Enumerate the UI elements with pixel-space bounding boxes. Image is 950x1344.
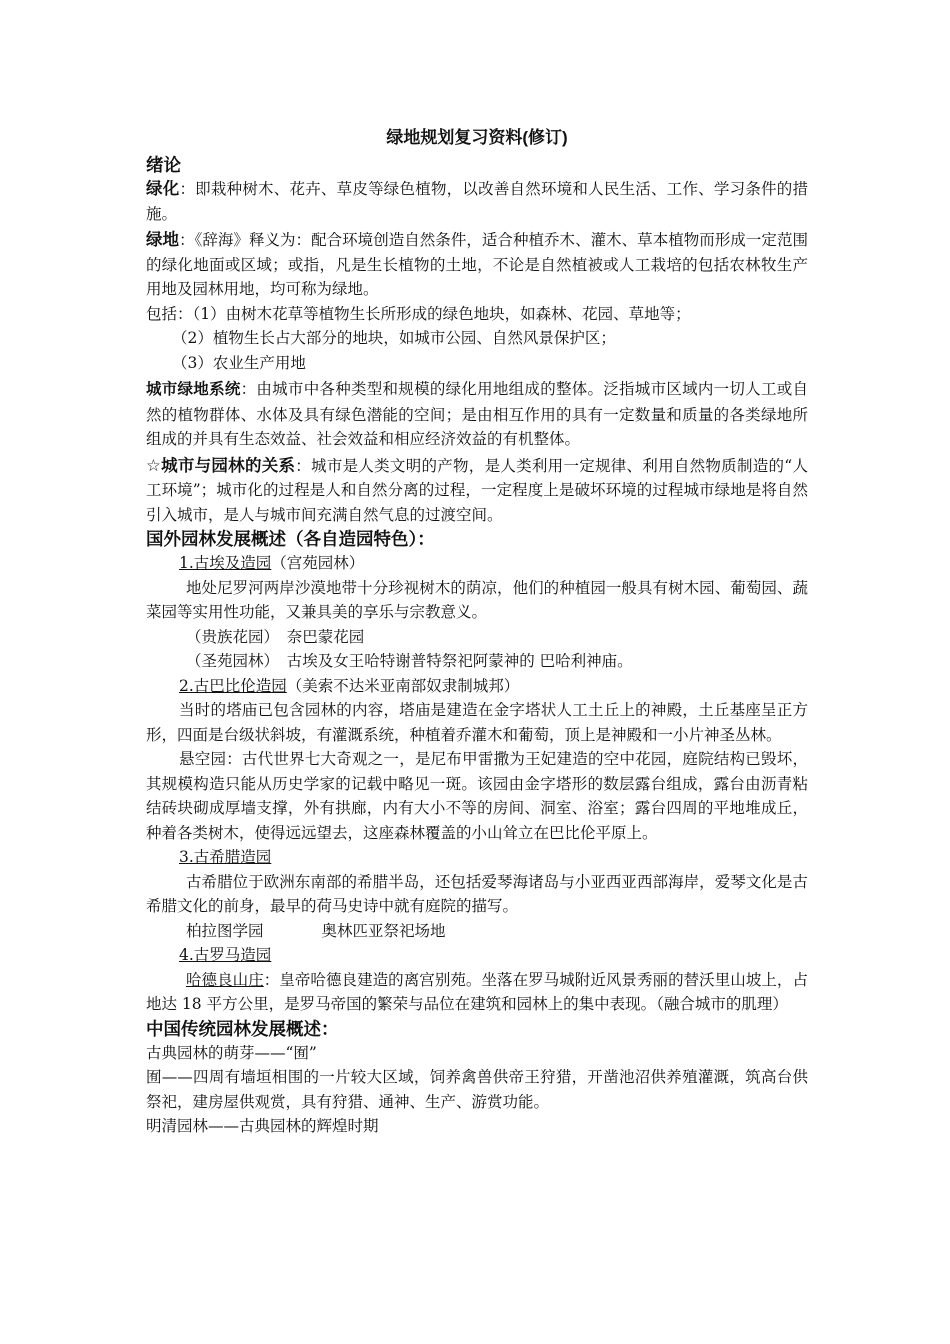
subheading-babylon [146,674,808,699]
rome-text: ：皇帝哈德良建造的离宫别苑。坐落在罗马城附近风景秀丽的替沃里山坡上，占地达 18 平方公里，是罗马帝国的繁荣与品位在建筑和园林上的集中表现。（融合城市的肌理） [146,970,808,1013]
definition-lvhua: 即栽种树木、花卉、草皮等绿色植物，以改善自然环境和人民生活、工作、学习条件的措施。 [146,180,808,223]
include-item-3: （3）农业生产用地 [172,353,306,372]
subheading-rome [146,943,808,968]
term-separator: ： [295,456,312,475]
term-green-system: 城市绿地系统 [146,381,241,398]
greece-title: 3.古希腊造园 [179,848,272,866]
greece-examples [146,919,808,944]
egypt-note: （宫苑园林） [271,554,365,572]
paragraph-babylon-temple: 当时的塔庙已包含园林的内容，塔庙是建造在金字塔状人工土丘上的神殿，土丘基座呈正方形，四面是台级状斜坡，有灌溉系统，种植着乔灌木和葡萄，顶上是神殿和一小片神圣丛林。 [146,701,808,744]
definition-city-garden-relation: 城市是人类文明的产物，是人类利用一定规律、利用自然物质制造的“人工环境”；城市化的过程是人和自然分离的过程，一定程度上是破坏环境的过程城市绿地是将自然引入城市，是人与城市间充满自然气息的过渡空间。 [146,456,808,524]
paragraph-green-system [146,377,808,452]
paragraph-rome [146,968,808,1017]
paragraph-city-garden-relation [146,454,808,528]
term-city-garden-relation: ☆城市与园林的关系 [146,456,296,475]
term-separator: ： [240,380,257,398]
heading-foreign-gardens: 国外园林发展概述（各自造园特色）： [146,529,435,549]
rome-title: 4.古罗马造园 [179,946,272,964]
egypt-title: 1.古埃及造园 [179,554,272,572]
include-item-1: 包括：（1）由树木花草等植物生长所形成的绿色地块，如森林、花园、草地等； [146,304,691,323]
egypt-sacred-garden: （圣苑园林） 古埃及女王哈特谢普特祭祀阿蒙神的 巴哈利神庙。 [186,652,633,670]
term-lvhua: 绿化 [146,180,180,198]
china-line-2: 囿——四周有墙垣相围的一片较大区域，饲养禽兽供帝王狩猎，开凿池沼供养殖灌溉，筑高台供祭祀，建房屋供观赏，具有狩猎、通神、生产、游赏功能。 [146,1068,808,1111]
document-body [146,126,808,1139]
include-item-2: （2）植物生长占大部分的地块，如城市公园、自然风景保护区； [172,329,616,347]
paragraph-egypt: 地处尼罗河两岸沙漠地带十分珍视树木的荫凉，他们的种植园一般具有树木园、葡萄园、蔬菜园等实用性功能，又兼具美的享乐与宗教意义。 [146,578,808,621]
greece-example-1: 柏拉图学园 [186,921,264,940]
egypt-noble-garden: （贵族花园） 奈巴蒙花园 [186,627,365,646]
babylon-title: 2.古巴比伦造园 [179,676,287,695]
definition-green-system: 由城市中各种类型和规模的绿化用地组成的整体。泛指城市区域内一切人工或自然的植物群体、水体及具有绿色潜能的空间；是由相互作用的具有一定数量和质量的各类绿地所组成的并具有生态效益、社会效益和相应经济效益的有机整体。 [146,380,808,448]
term-separator: ： [179,180,196,198]
heading-chinese-gardens: 中国传统园林发展概述： [146,1018,339,1039]
babylon-note: （美索不达米亚南部奴隶制城邦） [286,676,520,695]
greece-example-2: 奥林匹亚祭祀场地 [321,921,446,940]
subheading-egypt [146,551,808,576]
china-line-3: 明清园林——古典园林的辉煌时期 [146,1117,379,1135]
paragraph-lvdi [146,228,808,302]
paragraph-hanging-garden: 悬空园：古代世界七大奇观之一，是尼布甲雷撒为王妃建造的空中花园，庭院结构已毁坏，其规模构造只能从历史学家的记载中略见一斑。该园由金字塔形的数层露台组成，露台由沥青粘结砖块砌成厚墙支撑，外有拱廊，内有大小不等的房间、洞室、浴室；露台四周的平地堆成丘，种着各类树木，使得远远望去，这座森林覆盖的小山耸立在巴比伦平原上。 [146,750,808,842]
term-lvdi: 绿地 [146,231,180,249]
paragraph-lvhua [146,177,808,226]
hadrian-villa: 哈德良山庄 [186,970,264,989]
subheading-greece [146,845,808,870]
definition-lvdi: 《辞海》释义为：配合环境创造自然条件，适合种植乔木、灌木、草本植物而形成一定范围的绿化地面或区域；或指，凡是生长植物的土地，不论是自然植被或人工栽培的包括农林牧生产用地及园林用地，均可称为绿地。 [146,231,808,298]
term-separator: ： [179,231,195,249]
heading-intro: 绪论 [146,155,181,175]
paragraph-greece: 古希腊位于欧洲东南部的希腊半岛，还包括爱琴海诸岛与小亚西亚西部海岸，爱琴文化是古希腊文化的前身，最早的荷马史诗中就有庭院的描写。 [146,872,808,915]
china-line-1: 古典园林的萌芽——“囿” [146,1043,317,1062]
document-title: 绿地规划复习资料(修订) [386,128,568,147]
